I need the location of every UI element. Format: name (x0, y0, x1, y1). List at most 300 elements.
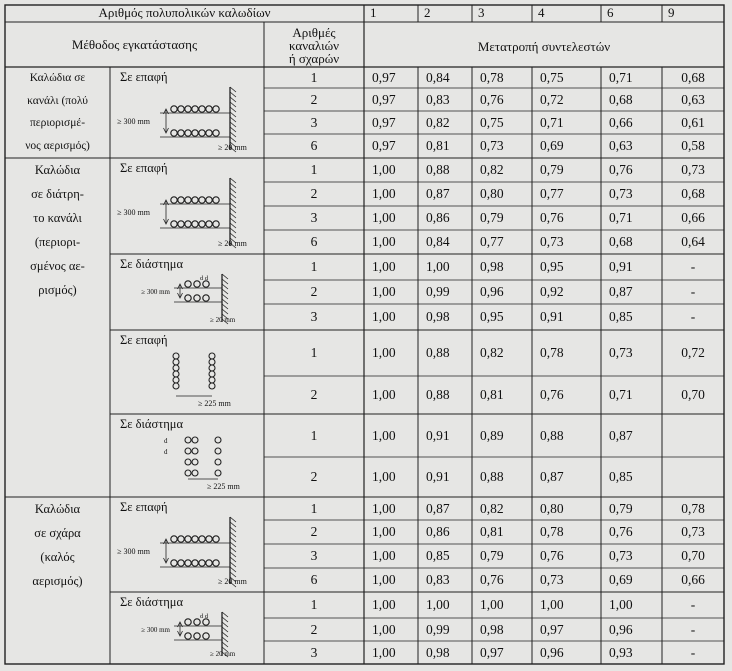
factor-value: 0,77 (540, 186, 564, 201)
cable-mark (192, 459, 198, 465)
wall-hatch (230, 178, 236, 183)
factor-value: 0,97 (372, 91, 396, 107)
factor-value: 0,69 (609, 572, 633, 587)
wall-hatch (230, 203, 236, 208)
factor-value: 1,00 (372, 621, 396, 637)
cable-mark (213, 536, 219, 542)
factor-value: 1,00 (372, 469, 396, 484)
channels-header-line: καναλιών (288, 38, 340, 53)
wall-hatch (222, 642, 228, 647)
factor-value: 0,99 (426, 284, 450, 299)
cable-mark (173, 377, 179, 383)
wall-hatch (230, 137, 236, 142)
cable-mark (206, 130, 212, 136)
factor-value: 0,71 (609, 210, 633, 225)
cable-mark (203, 633, 209, 639)
group-1-label-line: νος αερισμός) (25, 139, 90, 152)
factor-value: 1,00 (372, 548, 396, 563)
channel-count: 6 (310, 234, 318, 249)
factor-value: 0,88 (540, 427, 564, 443)
factor-value: 0,86 (426, 210, 450, 225)
factor-value: 0,78 (540, 524, 564, 539)
cable-count-col-2: 2 (424, 5, 431, 20)
cable-count-col-5: 6 (607, 5, 614, 20)
wall-hatch (230, 183, 236, 188)
factor-value: 0,91 (540, 309, 564, 324)
cable-count-col-3: 3 (478, 5, 485, 20)
cable-mark (185, 197, 191, 203)
cable-mark (178, 536, 184, 542)
group-1-label-line: κανάλι (πολύ (27, 94, 88, 107)
wall-hatch (230, 92, 236, 97)
factor-value: 0,75 (540, 69, 564, 85)
factor-value: 1,00 (372, 427, 396, 443)
factor-value: 1,00 (372, 500, 396, 516)
wall-hatch (222, 617, 228, 622)
wall-hatch (222, 274, 228, 279)
cable-mark (215, 437, 221, 443)
factor-value: 0,76 (609, 524, 633, 539)
wall-hatch (230, 517, 236, 522)
group-2-label-line: σμένος αε- (30, 259, 85, 273)
factor-value: 0,63 (609, 138, 633, 153)
factor-value: 0,63 (681, 91, 705, 107)
factor-value: 1,00 (372, 186, 396, 201)
factor-value: 0,73 (681, 162, 705, 177)
factor-value: - (690, 597, 696, 612)
factor-value: - (690, 309, 696, 324)
factor-value: 0,87 (609, 427, 633, 443)
cable-mark (178, 197, 184, 203)
factor-value: 0,73 (540, 572, 564, 587)
spacing-label: d (164, 437, 168, 445)
factor-value: 0,69 (540, 138, 564, 153)
cable-mark (192, 221, 198, 227)
wall-hatch (230, 527, 236, 532)
dimension-label: ≥ 300 mm (117, 117, 150, 126)
factor-value: 1,00 (372, 309, 396, 324)
cable-mark (206, 560, 212, 566)
factor-value: 0,78 (480, 69, 504, 85)
factor-value: 0,58 (681, 138, 705, 153)
method-2-label: Σε επαφή (120, 161, 168, 175)
cable-mark (171, 536, 177, 542)
wall-hatch (230, 567, 236, 572)
factor-value: 0,88 (426, 387, 450, 402)
dimension-label: ≥ 20 mm (218, 239, 247, 248)
factor-value: 1,00 (480, 597, 504, 612)
factor-value: 0,85 (426, 548, 450, 563)
factor-value: 0,97 (540, 621, 564, 637)
dimension-label: ≥ 300 mm (117, 547, 150, 556)
factor-value: 0,98 (480, 259, 504, 274)
cable-mark (185, 295, 191, 301)
cable-mark (213, 197, 219, 203)
cable-mark (185, 619, 191, 625)
cable-mark (192, 560, 198, 566)
channels-header-line: Αριθμές (292, 25, 336, 40)
factor-value: 0,91 (426, 427, 450, 443)
factor-value: 0,89 (480, 427, 504, 443)
channel-count: 3 (310, 309, 318, 324)
factor-value: 0,79 (480, 548, 504, 563)
factor-value: 0,87 (540, 469, 564, 484)
cable-mark (185, 106, 191, 112)
factor-value: 1,00 (372, 162, 396, 177)
cable-mark (185, 470, 191, 476)
cable-mark (215, 448, 221, 454)
cable-mark (192, 536, 198, 542)
group-3-label-line: αερισμός) (32, 574, 83, 588)
factor-value: 0,96 (540, 644, 564, 660)
factor-value: - (690, 259, 696, 274)
channel-count: 2 (310, 186, 318, 201)
factors-header: Μετατροπή συντελεστών (477, 39, 611, 54)
cable-mark (178, 221, 184, 227)
cable-mark (171, 221, 177, 227)
wall-hatch (230, 122, 236, 127)
group-2-label-line: το κανάλι (33, 211, 82, 225)
cable-mark (215, 459, 221, 465)
group-3-label-line: Καλώδια (34, 502, 81, 516)
wall-hatch (230, 107, 236, 112)
method-1-label: Σε επαφή (120, 70, 168, 84)
cable-mark (209, 359, 215, 365)
factor-value: 1,00 (372, 524, 396, 539)
factor-value: 0,76 (540, 210, 564, 225)
factor-value: - (690, 621, 696, 637)
wall-hatch (222, 294, 228, 299)
cable-mark (171, 197, 177, 203)
factor-value: 0,76 (480, 91, 504, 107)
dimension-label: ≥ 300 mm (141, 626, 170, 634)
method-3-label: Σε διάστημα (120, 257, 184, 271)
wall-hatch (222, 299, 228, 304)
cable-mark (215, 470, 221, 476)
dimension-label: ≥ 20 mm (218, 143, 247, 152)
cable-mark (192, 106, 198, 112)
factor-value: 0,81 (480, 387, 504, 402)
cable-count-header: Αριθμός πολυπολικών καλωδίων (98, 5, 271, 20)
factor-value: 0,79 (609, 500, 633, 516)
factor-value: 0,98 (426, 309, 450, 324)
wall-hatch (222, 612, 228, 617)
channels-header-line: ή σχαρών (288, 51, 340, 66)
wall-hatch (230, 127, 236, 132)
cable-mark (213, 560, 219, 566)
group-1-label-line: περιορισμέ- (29, 117, 86, 129)
wall-hatch (230, 102, 236, 107)
group-2-label-line: Καλώδια (34, 163, 81, 177)
factor-value: 0,73 (609, 345, 633, 360)
cable-mark (199, 536, 205, 542)
wall-hatch (230, 228, 236, 233)
channel-count: 1 (310, 345, 318, 360)
factor-value: 0,86 (426, 524, 450, 539)
channel-count: 3 (310, 210, 318, 225)
factor-value: 0,95 (540, 259, 564, 274)
cable-mark (194, 633, 200, 639)
wall-hatch (230, 132, 236, 137)
factor-value: 0,73 (681, 524, 705, 539)
factor-value: 0,83 (426, 91, 450, 107)
wall-hatch (230, 97, 236, 102)
group-2-label-line: (περιορι- (34, 235, 81, 249)
factor-value: 0,78 (681, 500, 705, 516)
wall-hatch (230, 522, 236, 527)
method-4-label: Σε επαφή (120, 333, 168, 347)
group-1-label-line: Καλώδια σε (29, 72, 86, 84)
cable-mark (194, 295, 200, 301)
cable-mark (206, 106, 212, 112)
cable-count-col-6: 9 (668, 5, 675, 20)
factor-value: 0,88 (426, 345, 450, 360)
factor-value: 0,66 (681, 210, 705, 225)
wall-hatch (230, 532, 236, 537)
cable-mark (173, 383, 179, 389)
wall-hatch (222, 289, 228, 294)
channel-count: 1 (310, 427, 318, 443)
factor-value: 0,81 (426, 138, 450, 153)
cable-mark (185, 633, 191, 639)
factor-value: 0,98 (426, 644, 450, 660)
factor-value: 1,00 (372, 259, 396, 274)
factor-value: 0,87 (426, 186, 450, 201)
factor-value: 0,71 (609, 387, 633, 402)
wall-hatch (222, 622, 228, 627)
dimension-label: ≥ 20 mm (210, 316, 236, 324)
cable-mark (209, 371, 215, 377)
factor-value: 0,97 (372, 138, 396, 153)
cable-mark (178, 130, 184, 136)
factor-value: 0,92 (540, 284, 564, 299)
cable-mark (199, 197, 205, 203)
cable-mark (206, 536, 212, 542)
channel-count: 2 (310, 621, 318, 637)
wall-hatch (230, 213, 236, 218)
factor-value: 0,82 (480, 500, 504, 516)
channel-count: 6 (310, 138, 318, 153)
factor-value: - (690, 644, 696, 660)
factor-value: 1,00 (372, 284, 396, 299)
wall-hatch (230, 198, 236, 203)
channel-count: 2 (310, 469, 318, 484)
factor-value: 0,70 (681, 387, 705, 402)
cable-mark (171, 560, 177, 566)
factor-value: 0,76 (540, 548, 564, 563)
cable-mark (192, 437, 198, 443)
factor-value: 0,83 (426, 572, 450, 587)
factor-value: 0,77 (480, 234, 504, 249)
dimension-label: ≥ 300 mm (117, 208, 150, 217)
cable-mark (192, 470, 198, 476)
cable-mark (209, 365, 215, 371)
channel-count: 1 (310, 162, 318, 177)
factor-value: 0,96 (609, 621, 633, 637)
wall-hatch (230, 537, 236, 542)
wall-hatch (230, 233, 236, 238)
dimension-label: ≥ 20 mm (218, 577, 247, 586)
factor-value: 0,72 (681, 345, 705, 360)
wall-hatch (230, 87, 236, 92)
factor-value: 0,96 (480, 284, 504, 299)
factor-value: 1,00 (372, 644, 396, 660)
channel-count: 3 (310, 644, 318, 660)
factor-value: 1,00 (609, 597, 633, 612)
wall-hatch (230, 562, 236, 567)
cable-mark (185, 130, 191, 136)
factor-value: 0,73 (609, 186, 633, 201)
factor-value: 0,97 (372, 114, 396, 130)
wall-hatch (222, 309, 228, 314)
method-5-label: Σε διάστημα (120, 417, 184, 431)
cable-mark (173, 371, 179, 377)
wall-hatch (230, 117, 236, 122)
factor-value: 0,95 (480, 309, 504, 324)
wall-hatch (230, 193, 236, 198)
cable-mark (171, 106, 177, 112)
factor-value: - (690, 284, 696, 299)
cable-mark (185, 221, 191, 227)
factor-value: 0,87 (426, 500, 450, 516)
cable-mark (173, 359, 179, 365)
factor-value: 0,78 (540, 345, 564, 360)
cable-mark (199, 560, 205, 566)
cable-mark (185, 459, 191, 465)
group-3-label-line: σε σχάρα (34, 526, 81, 540)
factor-value: 0,91 (609, 259, 633, 274)
channel-count: 2 (310, 387, 318, 402)
factor-value: 0,88 (426, 162, 450, 177)
dimension-label: ≥ 20 mm (210, 650, 236, 658)
factor-value: 0,88 (480, 469, 504, 484)
cable-mark (185, 437, 191, 443)
cable-mark (206, 221, 212, 227)
wall-hatch (230, 208, 236, 213)
cable-count-col-1: 1 (370, 5, 377, 20)
channel-count: 2 (310, 284, 318, 299)
channel-count: 6 (310, 572, 318, 587)
cable-mark (185, 281, 191, 287)
wall-hatch (230, 218, 236, 223)
factor-value: 0,64 (681, 234, 705, 249)
wall-hatch (230, 557, 236, 562)
factor-value: 0,68 (681, 69, 705, 85)
factor-value: 0,81 (480, 524, 504, 539)
factor-value: 0,80 (480, 186, 504, 201)
factor-value: 0,82 (480, 162, 504, 177)
cable-mark (213, 106, 219, 112)
cable-mark (209, 383, 215, 389)
factor-value: 1,00 (426, 597, 450, 612)
cable-mark (192, 197, 198, 203)
factor-value: 1,00 (426, 259, 450, 274)
wall-hatch (230, 188, 236, 193)
factor-value: 1,00 (372, 597, 396, 612)
method-7-label: Σε διάστημα (120, 595, 184, 609)
spacing-label: d (164, 448, 168, 456)
factor-value: 0,87 (609, 284, 633, 299)
factor-value: 0,97 (480, 644, 504, 660)
wall-hatch (222, 304, 228, 309)
factor-value: 0,71 (609, 69, 633, 85)
factor-value: 0,70 (681, 548, 705, 563)
cable-mark (199, 221, 205, 227)
group-2-label-line: σε διάτρη- (31, 187, 84, 201)
cable-mark (185, 448, 191, 454)
wall-hatch (222, 279, 228, 284)
factor-value: 0,66 (681, 572, 705, 587)
wall-hatch (230, 223, 236, 228)
channel-count: 3 (310, 114, 318, 130)
factor-value: 0,93 (609, 644, 633, 660)
cable-mark (173, 365, 179, 371)
cable-mark (199, 106, 205, 112)
cable-mark (178, 560, 184, 566)
factor-value: 0,68 (681, 186, 705, 201)
dimension-label: ≥ 300 mm (141, 288, 170, 296)
cable-mark (213, 221, 219, 227)
factor-value: 0,82 (480, 345, 504, 360)
channel-count: 1 (310, 259, 318, 274)
group-2-label-line: ρισμός) (38, 283, 77, 297)
cable-mark (199, 130, 205, 136)
channel-count: 2 (310, 91, 318, 107)
factor-value: 0,68 (609, 91, 633, 107)
wall-hatch (222, 632, 228, 637)
factor-value: 0,82 (426, 114, 450, 130)
cable-mark (192, 130, 198, 136)
cable-mark (185, 560, 191, 566)
channel-count: 1 (310, 500, 318, 516)
spacing-label: d d (200, 275, 209, 282)
factor-value: 0,91 (426, 469, 450, 484)
channel-count: 3 (310, 548, 318, 563)
cable-mark (206, 197, 212, 203)
channel-count: 2 (310, 524, 318, 539)
wall-hatch (222, 637, 228, 642)
factor-value: 1,00 (540, 597, 564, 612)
factor-value: 1,00 (372, 234, 396, 249)
factor-value: 0,76 (540, 387, 564, 402)
factor-value: 1,00 (372, 345, 396, 360)
wall-hatch (230, 547, 236, 552)
cable-mark (209, 353, 215, 359)
factor-value: 0,73 (609, 548, 633, 563)
dimension-label: ≥ 225 mm (198, 399, 231, 408)
dimension-label: ≥ 225 mm (207, 482, 240, 491)
wall-hatch (230, 112, 236, 117)
factor-value: 0,71 (540, 114, 564, 130)
factor-value: 0,76 (480, 572, 504, 587)
factor-value: 0,76 (609, 162, 633, 177)
factor-value: 0,97 (372, 69, 396, 85)
factor-value: 0,84 (426, 69, 450, 85)
factor-value: 0,79 (540, 162, 564, 177)
cable-mark (203, 295, 209, 301)
factor-value: 0,75 (480, 114, 504, 130)
spacing-label: d d (200, 613, 209, 620)
factor-value: 1,00 (372, 572, 396, 587)
cable-mark (209, 377, 215, 383)
cable-mark (213, 130, 219, 136)
factor-value: 0,72 (540, 91, 564, 107)
factor-value: 0,73 (480, 138, 504, 153)
channel-count: 1 (310, 597, 318, 612)
cable-mark (192, 448, 198, 454)
cable-count-col-4: 4 (538, 5, 545, 20)
factor-value: 0,79 (480, 210, 504, 225)
